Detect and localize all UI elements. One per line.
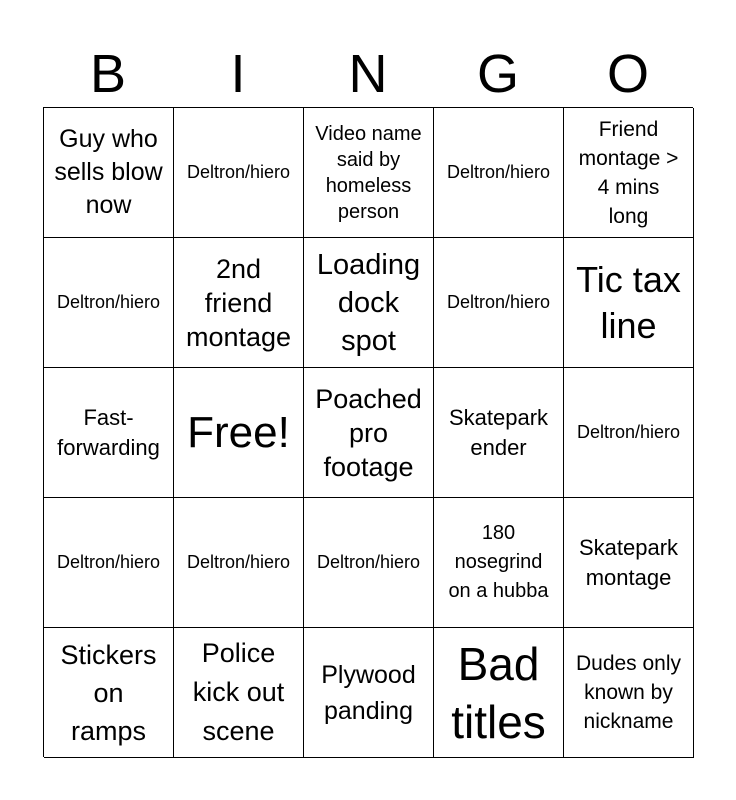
bingo-cell[interactable] bbox=[434, 498, 564, 628]
cell-text: Deltron/hiero bbox=[446, 162, 551, 182]
header-letter: N bbox=[348, 44, 388, 104]
cell-text: Police kick out scene bbox=[192, 638, 285, 746]
cell-text: Guy who sells blow now bbox=[54, 125, 163, 219]
free-space[interactable] bbox=[174, 368, 304, 498]
bingo-cell[interactable] bbox=[174, 238, 304, 368]
bingo-card bbox=[43, 107, 693, 757]
cell-text: Loading dock spot bbox=[316, 248, 421, 357]
bingo-cell[interactable] bbox=[564, 628, 694, 758]
bingo-cell[interactable] bbox=[564, 108, 694, 238]
cell-text: Deltron/hiero bbox=[446, 292, 551, 312]
bingo-cell[interactable] bbox=[304, 368, 434, 498]
cell-text: Skatepark ender bbox=[448, 404, 549, 460]
cell-text: Deltron/hiero bbox=[56, 552, 161, 572]
header-letter: O bbox=[606, 44, 649, 104]
bingo-cell[interactable] bbox=[564, 368, 694, 498]
cell-text: Deltron/hiero bbox=[186, 552, 291, 572]
bingo-cell[interactable] bbox=[44, 238, 174, 368]
bingo-cell[interactable] bbox=[174, 108, 304, 238]
cell-text: Fast-forwarding bbox=[57, 404, 160, 460]
cell-text: 180 nosegrind on a hubba bbox=[448, 522, 549, 602]
cell-text: Dudes only known by nickname bbox=[575, 652, 682, 733]
bingo-cell[interactable] bbox=[44, 628, 174, 758]
cell-text: Deltron/hiero bbox=[576, 422, 681, 442]
bingo-cell[interactable] bbox=[304, 498, 434, 628]
bingo-cell[interactable] bbox=[304, 108, 434, 238]
header-letter: B bbox=[89, 44, 127, 104]
bingo-cell[interactable] bbox=[434, 238, 564, 368]
cell-text: Friend montage > 4 mins long bbox=[578, 117, 679, 228]
bingo-cell[interactable] bbox=[174, 628, 304, 758]
bingo-cell[interactable] bbox=[304, 238, 434, 368]
cell-text: Tic tax line bbox=[576, 258, 681, 346]
cell-text: Plywood panding bbox=[321, 660, 416, 725]
bingo-cell[interactable] bbox=[434, 108, 564, 238]
cell-text: Bad titles bbox=[451, 637, 546, 748]
cell-text: 2nd friend montage bbox=[185, 253, 292, 352]
header-letter: I bbox=[230, 44, 246, 104]
cell-text: Stickers on ramps bbox=[60, 639, 157, 746]
cell-text: Deltron/hiero bbox=[316, 552, 421, 572]
bingo-cell[interactable] bbox=[434, 628, 564, 758]
header-letter: G bbox=[476, 44, 519, 104]
bingo-header bbox=[43, 40, 693, 108]
cell-text: Video name said by homeless person bbox=[315, 122, 422, 223]
bingo-cell[interactable] bbox=[564, 498, 694, 628]
cell-text: Deltron/hiero bbox=[186, 162, 291, 182]
bingo-cell[interactable] bbox=[304, 628, 434, 758]
cell-text: Deltron/hiero bbox=[56, 292, 161, 312]
bingo-cell[interactable] bbox=[44, 498, 174, 628]
cell-text: Free! bbox=[187, 407, 290, 457]
bingo-cell[interactable] bbox=[174, 498, 304, 628]
bingo-cell[interactable] bbox=[564, 238, 694, 368]
bingo-cell[interactable] bbox=[434, 368, 564, 498]
bingo-cell[interactable] bbox=[44, 108, 174, 238]
bingo-cell[interactable] bbox=[44, 368, 174, 498]
cell-text: Poached pro footage bbox=[315, 383, 422, 482]
cell-text: Skatepark montage bbox=[578, 534, 679, 590]
